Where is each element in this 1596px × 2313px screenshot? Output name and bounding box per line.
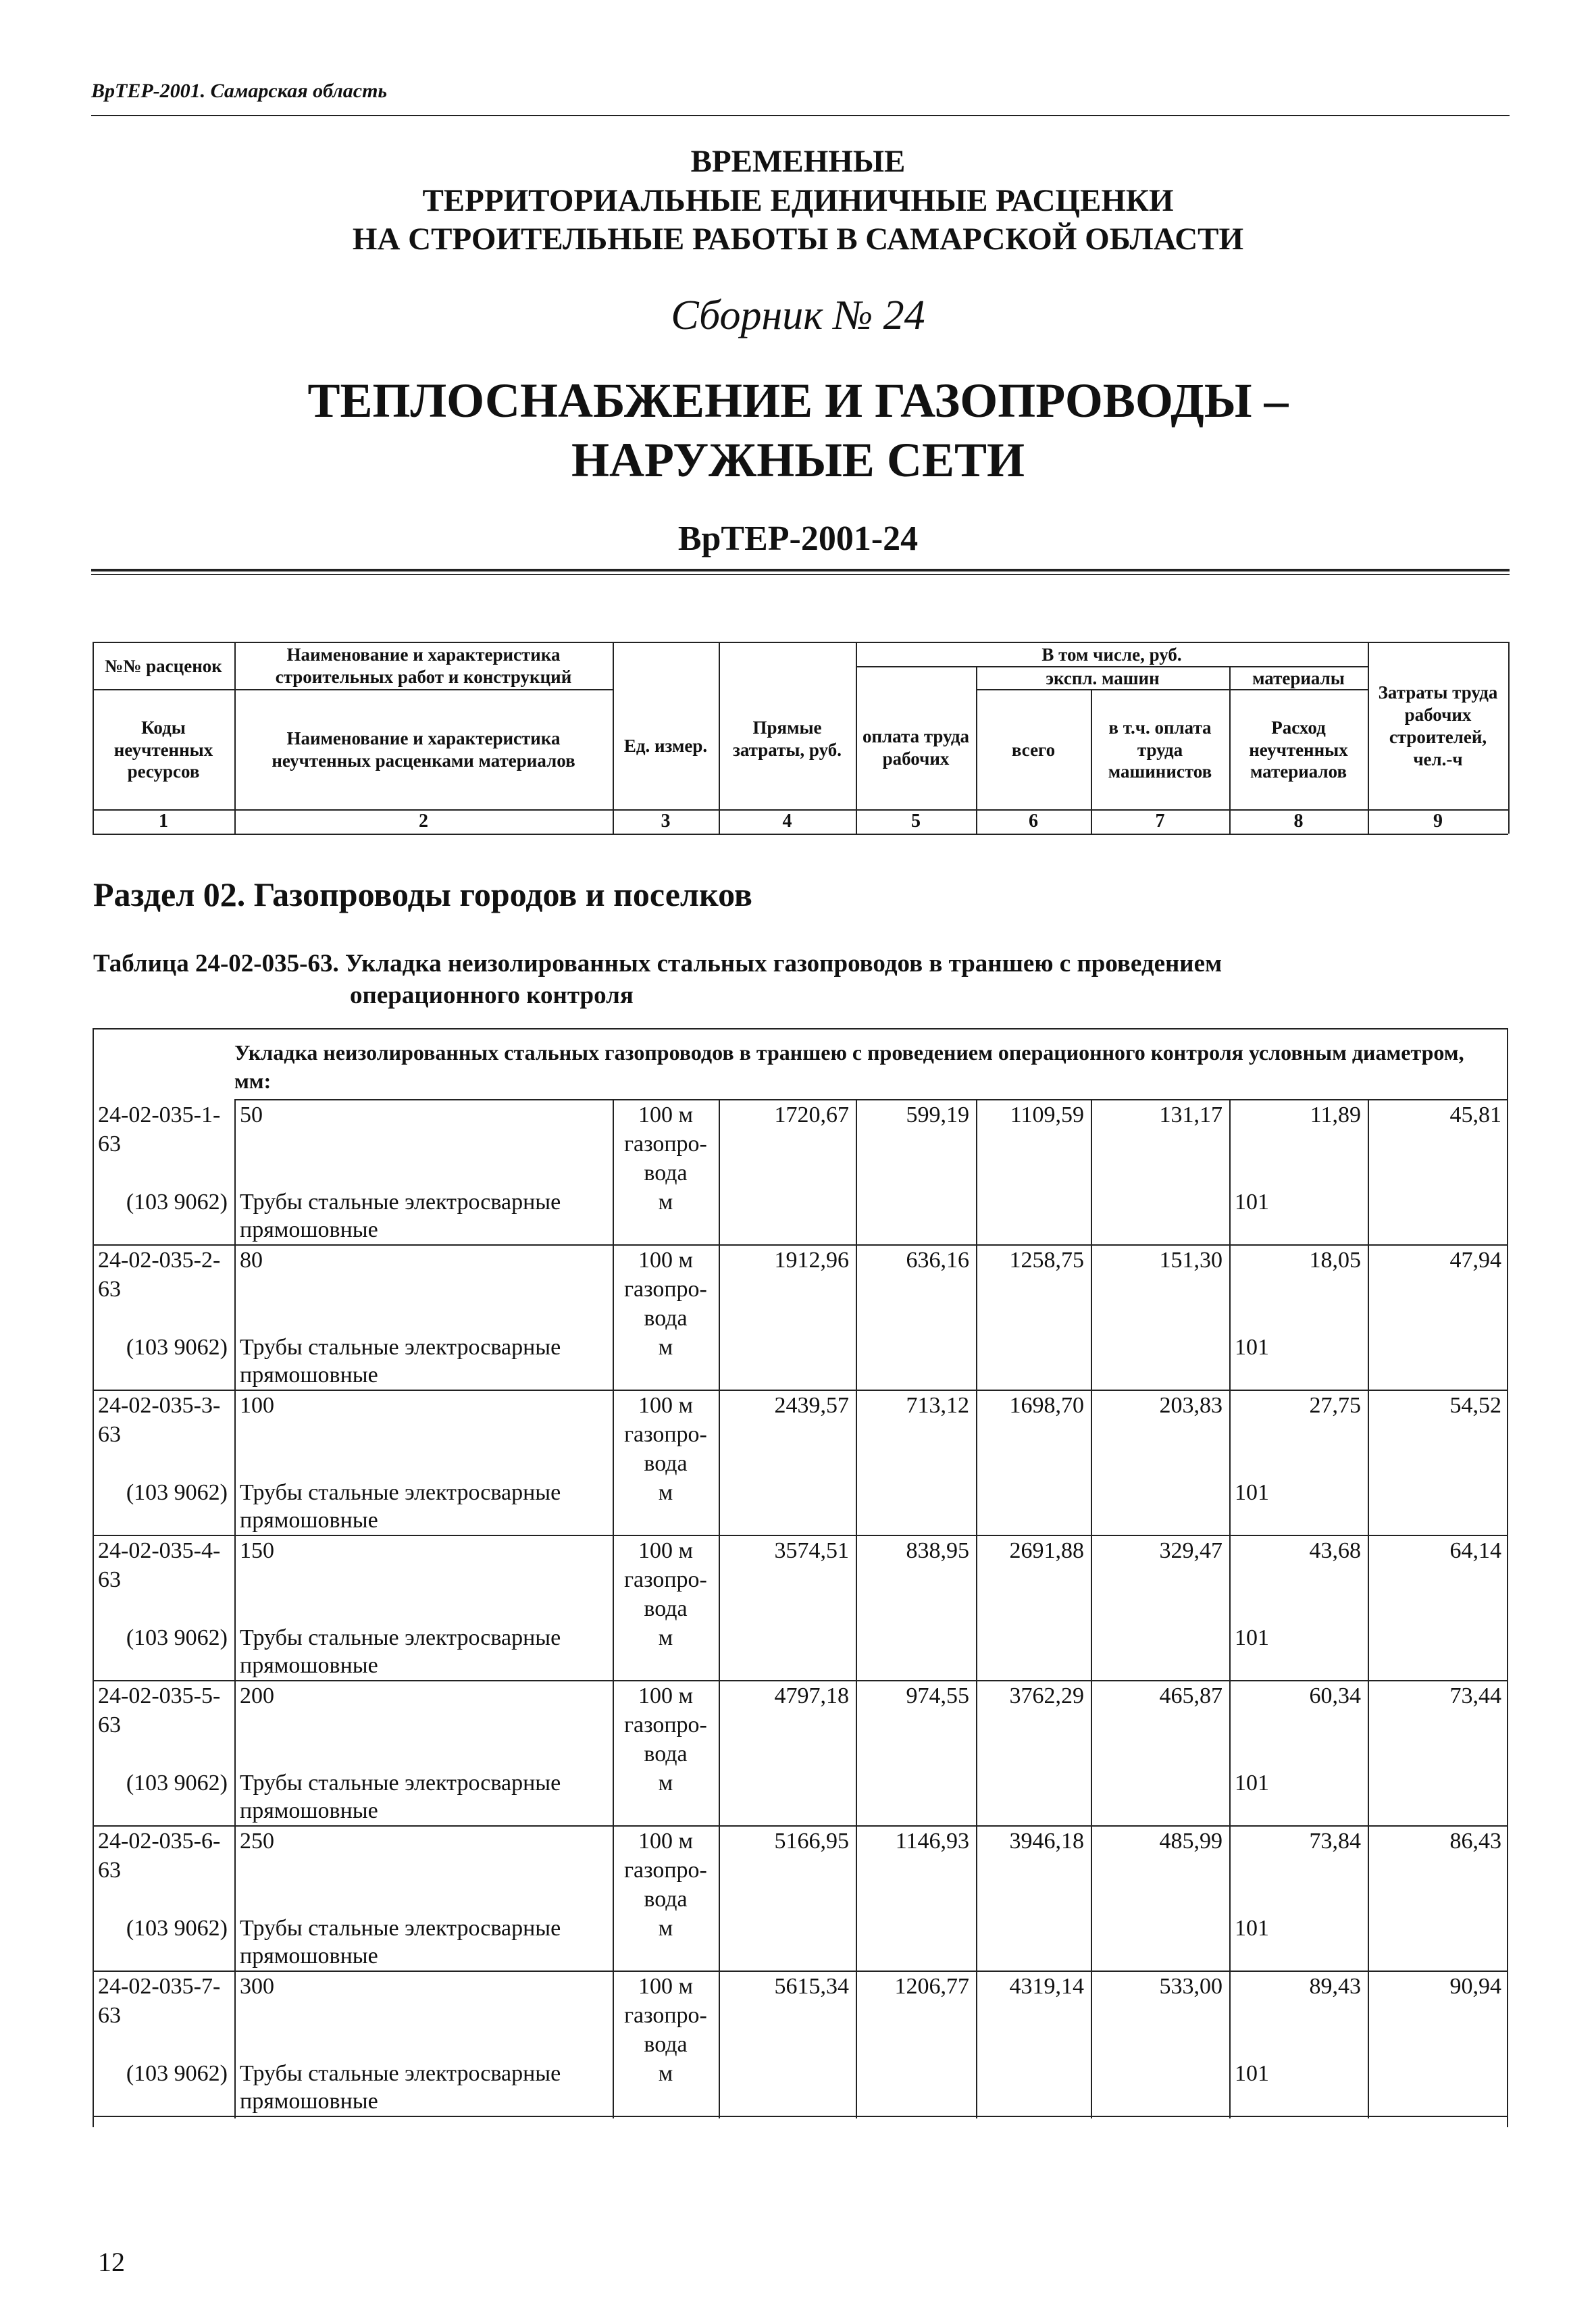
resource-name-line-2: прямошовные [240, 2089, 378, 2114]
resource-unit: м [658, 1190, 673, 1215]
resource-name: Трубы стальные электросварные [240, 1625, 561, 1650]
resource-unit: м [658, 1480, 673, 1505]
unit-of-measure-line-3: вода [644, 1596, 688, 1621]
header-work-name: Наименование и характеристика строительных работ и конструкций [275, 644, 572, 687]
section-heading: Раздел 02. Газопроводы городов и поселков [93, 875, 752, 913]
machine-wages-value: 533,00 [1159, 1974, 1222, 1999]
labor-value: 90,94 [1449, 1974, 1501, 1999]
header-number-7: 7 [1155, 811, 1165, 832]
header-unit: Ед. измер. [623, 735, 708, 756]
resource-quantity: 101 [1235, 1771, 1269, 1796]
header-rate-numbers: №№ расценок [105, 655, 222, 676]
machine-wages-value: 131,17 [1159, 1102, 1222, 1127]
direct-costs-value: 4797,18 [774, 1683, 849, 1708]
pipe-diameter: 100 [240, 1393, 274, 1418]
direct-costs-value: 5615,34 [774, 1974, 849, 1999]
resource-unit: м [658, 1916, 673, 1941]
unit-of-measure: 100 м [638, 1248, 693, 1273]
machine-wages-value: 151,30 [1159, 1248, 1222, 1273]
resource-name: Трубы стальные электросварные [240, 1335, 561, 1360]
unit-of-measure: 100 м [638, 1102, 693, 1127]
resource-code: (103 9062) [126, 1916, 228, 1941]
unit-of-measure-line-2: газопро- [624, 1712, 707, 1737]
wages-value: 599,19 [906, 1102, 969, 1127]
header-number-3: 3 [661, 811, 671, 832]
rate-code: 24-02-035-5- [98, 1683, 221, 1708]
running-header: ВрТЕР-2001. Самарская область [91, 80, 388, 102]
title-line-2: ТЕРРИТОРИАЛЬНЫЕ ЕДИНИЧНЫЕ РАСЦЕНКИ [422, 183, 1174, 218]
resource-quantity: 101 [1235, 1625, 1269, 1650]
direct-costs-value: 5166,95 [774, 1829, 849, 1854]
resource-unit: м [658, 1335, 673, 1360]
resource-quantity: 101 [1235, 1480, 1269, 1505]
header-number-1: 1 [159, 811, 168, 832]
rate-code: 24-02-035-7- [98, 1974, 221, 1999]
machine-wages-value: 465,87 [1159, 1683, 1222, 1708]
pipe-diameter: 50 [240, 1102, 263, 1127]
wages-value: 1206,77 [894, 1974, 969, 1999]
resource-quantity: 101 [1235, 1916, 1269, 1941]
wages-value: 713,12 [906, 1393, 969, 1418]
unit-of-measure-line-3: вода [644, 1306, 688, 1331]
document-code: ВрТЕР-2001-24 [677, 519, 919, 558]
header-number-8: 8 [1293, 811, 1304, 832]
direct-costs-value: 2439,57 [774, 1393, 849, 1418]
header-number-2: 2 [419, 811, 428, 832]
unit-of-measure-line-2: газопро- [624, 2003, 707, 2028]
resource-code: (103 9062) [126, 1335, 228, 1360]
resource-name: Трубы стальные электросварные [240, 1916, 561, 1941]
resource-code: (103 9062) [126, 1480, 228, 1505]
resource-name-line-2: прямошовные [240, 1363, 378, 1388]
header-number-6: 6 [1029, 811, 1038, 832]
header-direct-costs: Прямые затраты, руб. [733, 717, 842, 760]
wages-value: 838,95 [906, 1538, 969, 1563]
direct-costs-value: 1912,96 [774, 1248, 849, 1273]
resource-unit: м [658, 1625, 673, 1650]
title-line-1: ВРЕМЕННЫЕ [690, 144, 906, 179]
resource-name-line-2: прямошовные [240, 1508, 378, 1533]
rate-code-suffix: 63 [98, 2003, 121, 2028]
header-machines: экспл. машин [1046, 667, 1160, 688]
rate-code: 24-02-035-1- [98, 1102, 221, 1127]
labor-value: 64,14 [1449, 1538, 1501, 1563]
machines-value: 1109,59 [1010, 1102, 1084, 1127]
materials-value: 18,05 [1309, 1248, 1361, 1273]
materials-value: 60,34 [1309, 1683, 1361, 1708]
materials-value: 11,89 [1310, 1102, 1361, 1127]
unit-of-measure-line-3: вода [644, 1161, 688, 1186]
header-machine-wages: в т.ч. оплата труда машинистов [1108, 717, 1212, 782]
unit-of-measure-line-3: вода [644, 1451, 688, 1476]
resource-name-line-2: прямошовные [240, 1943, 378, 1968]
header-machines-total: всего [1011, 739, 1056, 760]
unit-of-measure-line-3: вода [644, 1742, 688, 1766]
header-materials-name: Наименование и характеристика неучтенных расценками материалов [272, 728, 575, 771]
header-resource-codes: Коды неучтенных ресурсов [113, 717, 213, 782]
rate-code-suffix: 63 [98, 1567, 121, 1592]
pipe-diameter: 200 [240, 1683, 274, 1708]
resource-code: (103 9062) [126, 2061, 228, 2086]
materials-value: 43,68 [1309, 1538, 1361, 1563]
labor-value: 54,52 [1449, 1393, 1501, 1418]
machines-value: 3762,29 [1009, 1683, 1084, 1708]
resource-name-line-2: прямошовные [240, 1653, 378, 1678]
page-number: 12 [98, 2247, 125, 2277]
resource-code: (103 9062) [126, 1625, 228, 1650]
wages-value: 636,16 [906, 1248, 969, 1273]
materials-value: 73,84 [1309, 1829, 1361, 1854]
column-header-table [0, 0, 1596, 878]
pipe-diameter: 300 [240, 1974, 274, 1999]
materials-value: 27,75 [1309, 1393, 1361, 1418]
resource-unit: м [658, 1771, 673, 1796]
header-including: В том числе, руб. [1041, 644, 1182, 665]
unit-of-measure: 100 м [638, 1393, 693, 1418]
rate-code-suffix: 63 [98, 1422, 121, 1447]
machines-value: 1258,75 [1009, 1248, 1084, 1273]
unit-of-measure: 100 м [638, 1538, 693, 1563]
machine-wages-value: 485,99 [1159, 1829, 1222, 1854]
labor-value: 47,94 [1449, 1248, 1501, 1273]
labor-value: 45,81 [1449, 1102, 1501, 1127]
resource-name: Трубы стальные электросварные [240, 2061, 561, 2086]
direct-costs-value: 1720,67 [774, 1102, 849, 1127]
table-group-header: Укладка неизолированных стальных газопроводов в траншею с проведением операционного контроля условным диаметром, мм: [234, 1040, 1464, 1093]
unit-of-measure: 100 м [638, 1683, 693, 1708]
header-number-5: 5 [911, 811, 921, 832]
resource-name-line-2: прямошовные [240, 1217, 378, 1242]
unit-of-measure: 100 м [638, 1829, 693, 1854]
header-number-4: 4 [782, 811, 792, 832]
resource-name: Трубы стальные электросварные [240, 1480, 561, 1505]
resource-quantity: 101 [1235, 2061, 1269, 2086]
pipe-diameter: 80 [240, 1248, 263, 1273]
wages-value: 1146,93 [895, 1829, 969, 1854]
materials-value: 89,43 [1309, 1974, 1361, 1999]
machines-value: 2691,88 [1009, 1538, 1084, 1563]
unit-of-measure: 100 м [638, 1974, 693, 1999]
direct-costs-value: 3574,51 [774, 1538, 849, 1563]
pipe-diameter: 150 [240, 1538, 274, 1563]
rate-code: 24-02-035-2- [98, 1248, 221, 1273]
machine-wages-value: 329,47 [1159, 1538, 1222, 1563]
unit-of-measure-line-2: газопро- [624, 1858, 707, 1883]
header-materials: материалы [1252, 667, 1345, 688]
machines-value: 1698,70 [1009, 1393, 1084, 1418]
header-unaccounted-materials: Расход неучтенных материалов [1249, 717, 1348, 782]
title-line-3: НА СТРОИТЕЛЬНЫЕ РАБОТЫ В САМАРСКОЙ ОБЛАСТИ [352, 222, 1244, 257]
header-labor-costs: Затраты труда рабочих строителей, чел.-ч [1378, 682, 1498, 769]
rate-code: 24-02-035-4- [98, 1538, 221, 1563]
resource-code: (103 9062) [126, 1190, 228, 1215]
resource-quantity: 101 [1235, 1335, 1269, 1360]
resource-name-line-2: прямошовные [240, 1798, 378, 1823]
rate-code-suffix: 63 [98, 1712, 121, 1737]
pipe-diameter: 250 [240, 1829, 274, 1854]
resource-quantity: 101 [1235, 1190, 1269, 1215]
unit-of-measure-line-3: вода [644, 2032, 688, 2057]
subject-title-line-1: ТЕПЛОСНАБЖЕНИЕ И ГАЗОПРОВОДЫ – [307, 374, 1289, 428]
labor-value: 86,43 [1449, 1829, 1501, 1854]
header-number-9: 9 [1433, 811, 1443, 832]
header-wages: оплата труда рабочих [862, 726, 970, 769]
table-caption-continued: операционного контроля [350, 982, 634, 1009]
resource-unit: м [658, 2061, 673, 2086]
machines-value: 3946,18 [1009, 1829, 1084, 1854]
unit-of-measure-line-2: газопро- [624, 1132, 707, 1156]
resource-name: Трубы стальные электросварные [240, 1771, 561, 1796]
rate-code: 24-02-035-6- [98, 1829, 221, 1854]
rate-code-suffix: 63 [98, 1132, 121, 1156]
unit-of-measure-line-3: вода [644, 1887, 688, 1912]
machines-value: 4319,14 [1009, 1974, 1084, 1999]
resource-code: (103 9062) [126, 1771, 228, 1796]
rate-code: 24-02-035-3- [98, 1393, 221, 1418]
subject-title-line-2: НАРУЖНЫЕ СЕТИ [571, 433, 1025, 487]
unit-of-measure-line-2: газопро- [624, 1422, 707, 1447]
rate-code-suffix: 63 [98, 1858, 121, 1883]
resource-name: Трубы стальные электросварные [240, 1190, 561, 1215]
machine-wages-value: 203,83 [1159, 1393, 1222, 1418]
unit-of-measure-line-2: газопро- [624, 1277, 707, 1302]
row-separator [93, 2116, 1508, 2117]
unit-of-measure-line-2: газопро- [624, 1567, 707, 1592]
wages-value: 974,55 [906, 1683, 969, 1708]
collection-title: Сборник № 24 [671, 293, 925, 338]
rate-code-suffix: 63 [98, 1277, 121, 1302]
table-caption: Таблица 24-02-035-63. Укладка неизолированных стальных газопроводов в траншею с проведением [93, 950, 1222, 977]
labor-value: 73,44 [1449, 1683, 1501, 1708]
